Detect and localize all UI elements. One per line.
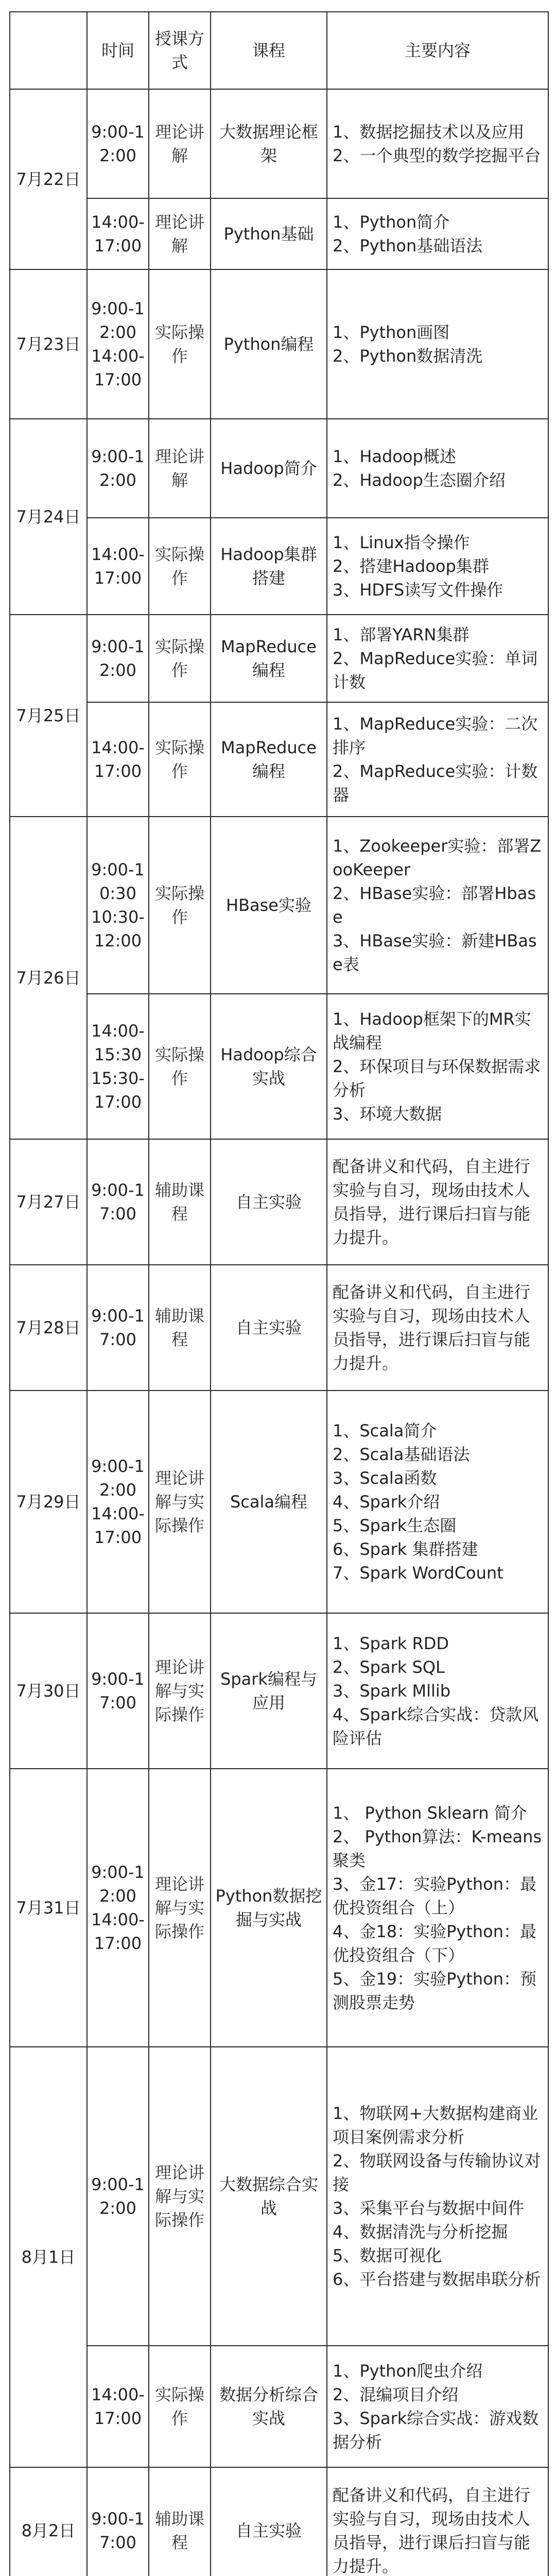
content-item: 7、Spark WordCount	[333, 1563, 503, 1583]
method-cell: 理论讲解与实际操作	[149, 2047, 211, 2346]
content-item: 3、金17：实验Python：最优投资组合（上）	[333, 1874, 537, 1918]
content-item: 3、HDFS读写文件操作	[333, 580, 503, 600]
content-cell	[327, 994, 548, 1139]
time-slot: 9:00-10:30	[91, 860, 145, 903]
table-row	[10, 269, 548, 419]
content-item: 1、Hadoop框架下的MR实战编程	[333, 1009, 531, 1053]
date-cell: 7月23日	[10, 269, 87, 419]
content-item: 1、物联网+大数据构建商业项目案例需求分析	[333, 2104, 538, 2147]
time-slot: 15:30-17:00	[91, 1069, 145, 1112]
content-item: 1、 Python Sklearn 简介	[333, 1803, 527, 1823]
content-cell	[327, 198, 548, 269]
time-slot: 9:00-17:00	[91, 1180, 145, 1224]
course-cell: Python编程	[211, 269, 327, 419]
time-slot: 14:00-17:00	[91, 2385, 145, 2428]
content-item: 4、数据清洗与分析挖掘	[333, 2222, 508, 2242]
method-cell: 实际操作	[149, 518, 211, 615]
time-cell	[87, 1769, 149, 2047]
time-slot: 9:00-17:00	[91, 1669, 145, 1713]
table-row	[10, 518, 548, 615]
course-cell: Hadoop集群搭建	[211, 518, 327, 615]
content-cell	[327, 89, 548, 198]
course-cell: Hadoop综合实战	[211, 994, 327, 1139]
table-row	[10, 2047, 548, 2346]
schedule-body	[10, 89, 548, 2576]
content-cell	[327, 615, 548, 702]
method-cell: 理论讲解	[149, 419, 211, 518]
date-cell: 8月1日	[10, 2047, 87, 2467]
time-slot: 9:00-12:00	[91, 637, 145, 680]
table-row	[10, 89, 548, 198]
time-cell	[87, 994, 149, 1139]
content-item: 1、Hadoop概述	[333, 447, 456, 466]
course-cell: Python数据挖掘与实战	[211, 1769, 327, 2047]
method-cell: 理论讲解与实际操作	[149, 1613, 211, 1769]
content-item: 1、Python爬虫介绍	[333, 2361, 483, 2381]
time-cell	[87, 2346, 149, 2467]
time-slot: 9:00-12:00	[91, 122, 145, 165]
time-cell	[87, 2047, 149, 2346]
content-item: 2、MapReduce实验：计数器	[333, 761, 538, 805]
time-slot: 14:00-17:00	[91, 738, 145, 781]
method-cell: 实际操作	[149, 702, 211, 817]
content-item: 2、Python基础语法	[333, 236, 483, 256]
method-cell: 实际操作	[149, 615, 211, 702]
content-cell	[327, 1265, 548, 1391]
course-cell: MapReduce编程	[211, 615, 327, 702]
course-cell: Hadoop简介	[211, 419, 327, 518]
method-cell: 实际操作	[149, 2346, 211, 2467]
time-cell	[87, 1391, 149, 1613]
date-cell: 7月25日	[10, 615, 87, 817]
course-cell: Scala编程	[211, 1391, 327, 1613]
time-cell	[87, 1265, 149, 1391]
content-item: 2、Hadoop生态圈介绍	[333, 470, 506, 490]
method-cell: 理论讲解	[149, 198, 211, 269]
date-cell: 7月27日	[10, 1139, 87, 1265]
time-slot: 14:00-17:00	[91, 1910, 145, 1953]
time-slot: 9:00-17:00	[91, 2509, 145, 2552]
content-item: 2、搭建Hadoop集群	[333, 556, 489, 576]
date-cell: 7月31日	[10, 1769, 87, 2047]
course-cell: 自主实验	[211, 1139, 327, 1265]
course-cell: HBase实验	[211, 817, 327, 994]
table-row	[10, 1391, 548, 1613]
content-item: 3、Spark Mllib	[333, 1681, 451, 1701]
time-slot: 10:30-12:00	[91, 907, 145, 951]
method-cell: 实际操作	[149, 994, 211, 1139]
course-cell: Spark编程与应用	[211, 1613, 327, 1769]
content-cell	[327, 702, 548, 817]
content-item: 6、Spark 集群搭建	[333, 1539, 478, 1559]
content-cell	[327, 2467, 548, 2576]
date-cell: 7月29日	[10, 1391, 87, 1613]
course-cell: 大数据理论框架	[211, 89, 327, 198]
time-cell	[87, 702, 149, 817]
table-row	[10, 2346, 548, 2467]
content-item: 3、Scala函数	[333, 1468, 437, 1488]
time-slot: 9:00-12:00	[91, 299, 145, 342]
content-item: 2、 Python算法：K-means聚类	[333, 1827, 542, 1870]
course-cell: Python基础	[211, 198, 327, 269]
content-cell	[327, 1769, 548, 2047]
table-row	[10, 1139, 548, 1265]
content-cell	[327, 518, 548, 615]
time-slot: 14:00-17:00	[91, 212, 145, 256]
date-cell: 7月30日	[10, 1613, 87, 1769]
content-item: 配备讲义和代码，自主进行实验与自习，现场由技术人员指导，进行课后扫盲与能力提升。	[333, 1282, 531, 1373]
content-item: 3、采集平台与数据中间件	[333, 2198, 525, 2218]
time-slot: 9:00-12:00	[91, 447, 145, 490]
content-item: 2、HBase实验：部署Hbase	[333, 884, 536, 927]
content-item: 配备讲义和代码，自主进行实验与自习，现场由技术人员指导，进行课后扫盲与能力提升。	[333, 1157, 531, 1247]
content-cell	[327, 1139, 548, 1265]
content-item: 1、Zookeeper实验：部署ZooKeeper	[333, 836, 542, 879]
time-cell	[87, 89, 149, 198]
content-item: 6、平台搭建与数据串联分析	[333, 2269, 541, 2289]
time-slot: 14:00-17:00	[91, 545, 145, 588]
content-item: 2、物联网设备与传输协议对接	[333, 2151, 541, 2194]
time-cell	[87, 1613, 149, 1769]
table-row	[10, 1265, 548, 1391]
content-item: 1、数据挖掘技术以及应用	[333, 122, 525, 142]
content-item: 5、金19：实验Python：预测股票走势	[333, 1969, 537, 2012]
time-cell	[87, 1139, 149, 1265]
content-item: 3、HBase实验：新建HBase表	[333, 931, 537, 974]
date-cell: 7月26日	[10, 817, 87, 1139]
content-item: 5、数据可视化	[333, 2246, 442, 2265]
method-cell: 辅助课程	[149, 1265, 211, 1391]
content-cell	[327, 2346, 548, 2467]
header-content: 主要内容	[327, 12, 548, 89]
content-cell	[327, 2047, 548, 2346]
time-slot: 14:00-17:00	[91, 346, 145, 389]
content-item: 2、环保项目与环保数据需求分析	[333, 1057, 541, 1100]
table-row	[10, 817, 548, 994]
content-item: 2、Python数据清洗	[333, 346, 483, 366]
header-course: 课程	[211, 12, 327, 89]
table-row	[10, 1769, 548, 2047]
content-item: 2、一个典型的数学挖掘平台	[333, 146, 541, 165]
method-cell: 辅助课程	[149, 1139, 211, 1265]
content-cell	[327, 817, 548, 994]
content-item: 1、Scala简介	[333, 1421, 437, 1440]
table-row	[10, 2467, 548, 2576]
content-cell	[327, 1613, 548, 1769]
content-cell	[327, 419, 548, 518]
time-cell	[87, 817, 149, 994]
header-row	[10, 12, 548, 89]
date-cell: 8月2日	[10, 2467, 87, 2576]
schedule-table	[9, 11, 549, 2576]
content-item: 2、Scala基础语法	[333, 1445, 470, 1464]
table-row	[10, 198, 548, 269]
course-cell: MapReduce编程	[211, 702, 327, 817]
content-item: 1、部署YARN集群	[333, 625, 470, 645]
time-cell	[87, 198, 149, 269]
time-cell	[87, 615, 149, 702]
time-cell	[87, 419, 149, 518]
content-item: 1、Python简介	[333, 212, 450, 232]
course-cell: 自主实验	[211, 1265, 327, 1391]
content-item: 配备讲义和代码，自主进行实验与自习，现场由技术人员指导，进行课后扫盲与能力提升。	[333, 2485, 531, 2576]
method-cell: 辅助课程	[149, 2467, 211, 2576]
content-item: 2、Spark SQL	[333, 1657, 445, 1677]
content-item: 2、MapReduce实验：单词计数	[333, 649, 538, 692]
content-item: 4、金18：实验Python：最优投资组合（下）	[333, 1922, 537, 1965]
table-row	[10, 994, 548, 1139]
header-date	[10, 12, 87, 89]
date-cell: 7月24日	[10, 419, 87, 615]
method-cell: 理论讲解与实际操作	[149, 1769, 211, 2047]
method-cell: 理论讲解与实际操作	[149, 1391, 211, 1613]
content-item: 4、Spark介绍	[333, 1492, 440, 1512]
method-cell: 理论讲解	[149, 89, 211, 198]
course-cell: 自主实验	[211, 2467, 327, 2576]
time-slot: 9:00-12:00	[91, 2175, 145, 2218]
table-row	[10, 1613, 548, 1769]
content-cell	[327, 1391, 548, 1613]
content-item: 5、Spark生态圈	[333, 1516, 457, 1535]
time-slot: 9:00-17:00	[91, 1306, 145, 1349]
content-item: 3、Spark综合实战：游戏数据分析	[333, 2409, 539, 2452]
content-item: 2、混编项目介绍	[333, 2385, 459, 2404]
time-slot: 9:00-12:00	[91, 1456, 145, 1500]
time-cell	[87, 269, 149, 419]
time-slot: 9:00-12:00	[91, 1862, 145, 1906]
table-row	[10, 702, 548, 817]
date-cell: 7月28日	[10, 1265, 87, 1391]
content-item: 1、Spark RDD	[333, 1634, 449, 1653]
time-slot: 14:00-17:00	[91, 1504, 145, 1547]
content-item: 1、MapReduce实验：二次排序	[333, 714, 538, 757]
header-method: 授课方式	[149, 12, 211, 89]
table-row	[10, 419, 548, 518]
header-time: 时间	[87, 12, 149, 89]
content-item: 3、环境大数据	[333, 1104, 442, 1124]
content-item: 1、Linux指令操作	[333, 533, 470, 552]
date-cell: 7月22日	[10, 89, 87, 269]
time-slot: 14:00-15:30	[91, 1021, 145, 1064]
time-cell	[87, 2467, 149, 2576]
method-cell: 实际操作	[149, 269, 211, 419]
content-item: 4、Spark综合实战：贷款风险评估	[333, 1705, 539, 1748]
course-cell: 数据分析综合实战	[211, 2346, 327, 2467]
content-cell	[327, 269, 548, 419]
method-cell: 实际操作	[149, 817, 211, 994]
content-item: 1、Python画图	[333, 323, 450, 342]
table-row	[10, 615, 548, 702]
time-cell	[87, 518, 149, 615]
course-cell: 大数据综合实战	[211, 2047, 327, 2346]
